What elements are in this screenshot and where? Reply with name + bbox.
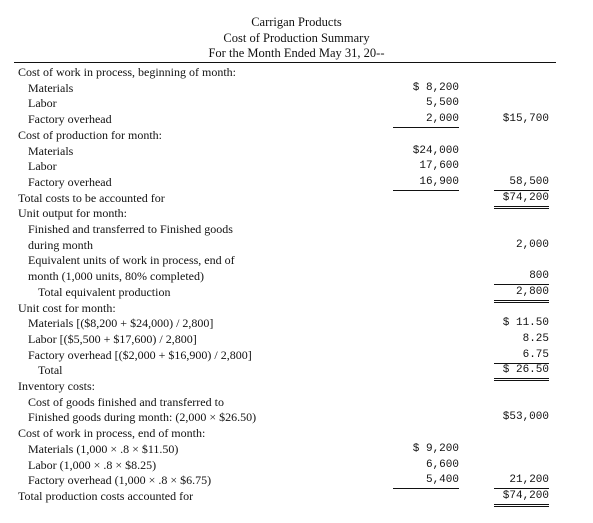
amount-total: $ 26.50 <box>494 363 549 381</box>
amount-detail: $ 9,200 <box>412 442 459 455</box>
amount-detail: 16,900 <box>393 175 459 191</box>
row-label: Total <box>38 363 63 378</box>
row-label: Factory overhead <box>28 174 112 189</box>
row-label: Cost of work in process, end of month: <box>18 426 206 441</box>
report-period: For the Month Ended May 31, 20-- <box>208 46 385 60</box>
amount-total: $53,000 <box>502 411 549 424</box>
row-label: during month <box>28 237 93 252</box>
row-label: Materials <box>28 80 74 95</box>
report-title: Cost of Production Summary <box>223 31 370 45</box>
amount-detail: 5,500 <box>425 97 459 110</box>
header-rule <box>14 62 556 63</box>
row-label: Labor (1,000 × .8 × $8.25) <box>28 457 157 472</box>
amount-total: $15,700 <box>502 113 549 126</box>
statement-row <box>0 348 593 364</box>
statement-row <box>0 144 593 160</box>
company-name: Carrigan Products <box>251 15 342 29</box>
statement-row <box>0 332 593 348</box>
row-label: Unit output for month: <box>18 206 127 221</box>
row-label: Inventory costs: <box>18 379 95 393</box>
statement-row <box>0 489 593 505</box>
statement-row <box>0 81 593 97</box>
amount-total: 8.25 <box>522 332 549 345</box>
amount-total: 6.75 <box>494 348 549 364</box>
amount-detail: $24,000 <box>412 144 459 157</box>
statement-row <box>0 426 593 442</box>
row-label: Equivalent units of work in process, end of <box>28 253 235 268</box>
row-label: Materials (1,000 × .8 × $11.50) <box>28 441 179 456</box>
row-label: month (1,000 units, 80% completed) <box>28 269 204 284</box>
row-label: Labor <box>28 159 57 174</box>
statement-row <box>0 301 593 317</box>
row-label: Labor <box>28 96 57 111</box>
row-label: Finished and transferred to Finished goods <box>28 222 233 236</box>
amount-total: 58,500 <box>494 175 549 191</box>
row-label: Labor [($5,500 + $17,600) / 2,800] <box>28 331 197 346</box>
amount-detail: 6,600 <box>425 458 459 471</box>
amount-detail: $ 8,200 <box>412 81 459 94</box>
amount-detail: 2,000 <box>393 112 459 128</box>
statement-row <box>0 128 593 144</box>
statement-row <box>0 442 593 458</box>
statement-row <box>0 410 593 426</box>
row-label: Factory overhead (1,000 × .8 × $6.75) <box>28 473 212 488</box>
amount-total: $74,200 <box>494 489 549 507</box>
row-label: Total production costs accounted for <box>18 488 194 503</box>
statement-row <box>0 238 593 254</box>
statement-row <box>0 458 593 474</box>
statement-row <box>0 65 593 81</box>
statement-row <box>0 269 593 285</box>
row-label: Cost of work in process, beginning of month: <box>18 65 236 79</box>
row-label: Materials [($8,200 + $24,000) / 2,800] <box>28 316 214 331</box>
row-label: Unit cost for month: <box>18 300 116 315</box>
amount-total: $74,200 <box>494 191 549 209</box>
statement-row <box>0 285 593 301</box>
statement-row <box>0 316 593 332</box>
amount-total: 800 <box>494 269 549 285</box>
row-label: Materials <box>28 143 74 158</box>
amount-detail: 5,400 <box>393 473 459 489</box>
amount-total: $ 11.50 <box>502 317 549 330</box>
statement-row <box>0 206 593 222</box>
row-label: Cost of goods finished and transferred to <box>28 394 224 409</box>
row-label: Factory overhead <box>28 112 112 127</box>
row-label: Finished goods during month: (2,000 × $26.50) <box>28 410 257 425</box>
statement-row <box>0 253 593 269</box>
statement-row <box>0 222 593 238</box>
amount-total: 2,800 <box>494 285 549 303</box>
row-label: Cost of production for month: <box>18 127 162 142</box>
statement-row <box>0 473 593 489</box>
statement-row <box>0 363 593 379</box>
statement-row <box>0 395 593 411</box>
statement-row <box>0 379 593 395</box>
statement-row <box>0 96 593 112</box>
row-label: Factory overhead [($2,000 + $16,900) / 2,800] <box>28 347 252 362</box>
statement-row <box>0 112 593 128</box>
amount-total: 2,000 <box>515 238 549 251</box>
statement-row <box>0 191 593 207</box>
row-label: Total equivalent production <box>38 284 171 299</box>
amount-detail: 17,600 <box>419 160 459 173</box>
row-label: Total costs to be accounted for <box>18 190 165 205</box>
statement-row <box>0 175 593 191</box>
statement-row <box>0 159 593 175</box>
amount-total: 21,200 <box>494 473 549 489</box>
